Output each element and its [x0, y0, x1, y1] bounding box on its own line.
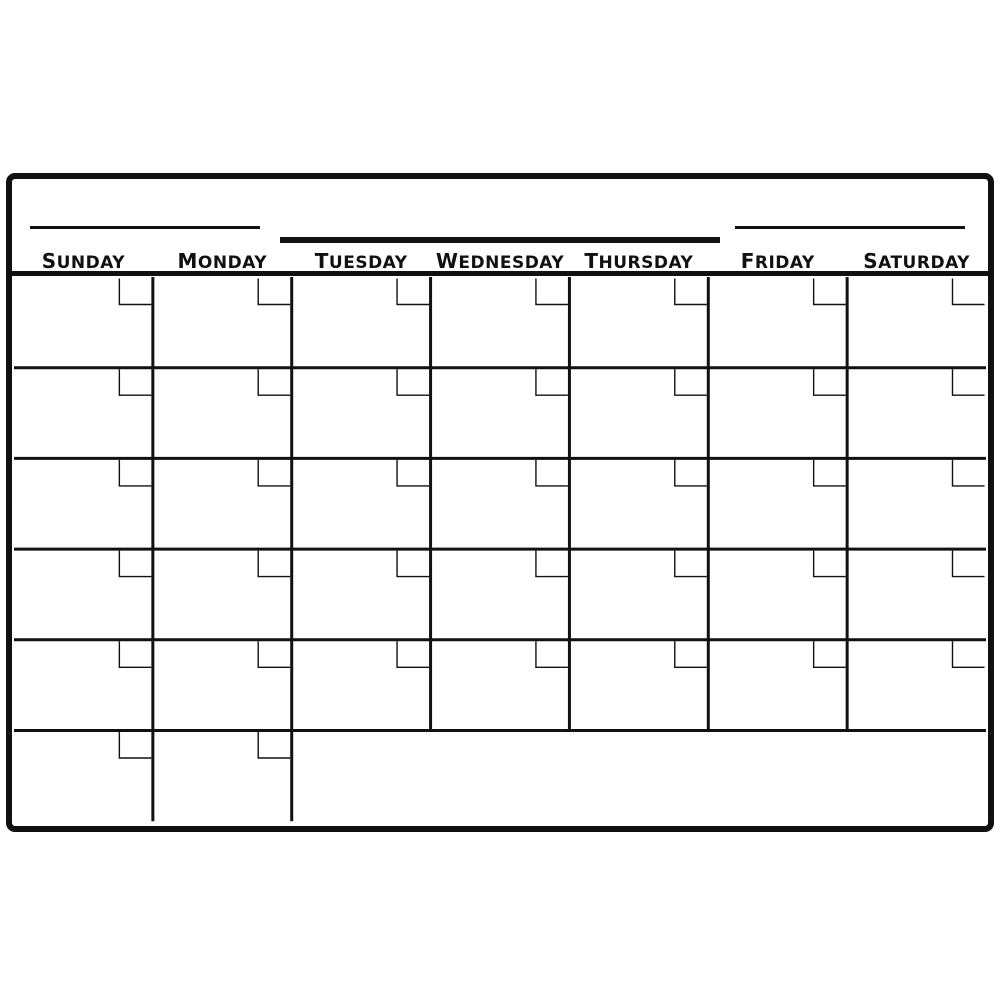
day-cell[interactable]: [433, 642, 568, 729]
day-cell[interactable]: [155, 733, 290, 820]
day-cell[interactable]: [571, 460, 706, 547]
day-cell[interactable]: [155, 642, 290, 729]
day-cell[interactable]: [294, 642, 429, 729]
day-cell[interactable]: [571, 279, 706, 366]
day-cell[interactable]: [294, 370, 429, 457]
day-cell[interactable]: [849, 279, 984, 366]
day-cell[interactable]: [155, 370, 290, 457]
day-cell[interactable]: [16, 370, 151, 457]
day-cell[interactable]: [155, 551, 290, 638]
day-cell[interactable]: [294, 279, 429, 366]
write-in-line-right: [735, 226, 965, 229]
day-cell[interactable]: [16, 551, 151, 638]
day-label-saturday: SATURDAY: [863, 249, 970, 273]
day-label-monday: MONDAY: [177, 249, 268, 273]
day-cell[interactable]: [710, 370, 845, 457]
day-cell[interactable]: [155, 279, 290, 366]
day-cell[interactable]: [849, 551, 984, 638]
day-cell[interactable]: [433, 551, 568, 638]
day-cell[interactable]: [710, 460, 845, 547]
day-cell[interactable]: [16, 279, 151, 366]
day-label-friday: FRIDAY: [740, 249, 815, 273]
day-cell[interactable]: [849, 642, 984, 729]
day-cell[interactable]: [433, 460, 568, 547]
day-cell[interactable]: [294, 460, 429, 547]
day-cell[interactable]: [155, 460, 290, 547]
day-cell[interactable]: [16, 733, 151, 820]
day-cell[interactable]: [571, 642, 706, 729]
day-label-thursday: THURSDAY: [584, 249, 694, 273]
day-cell[interactable]: [433, 279, 568, 366]
day-cell[interactable]: [16, 460, 151, 547]
notes-area[interactable]: [295, 734, 983, 819]
calendar-grid: [14, 277, 986, 821]
day-label-wednesday: WEDNESDAY: [435, 249, 565, 273]
day-cell[interactable]: [571, 370, 706, 457]
day-cell[interactable]: [710, 551, 845, 638]
day-label-tuesday: TUESDAY: [314, 249, 408, 273]
day-cell[interactable]: [710, 642, 845, 729]
month-title-line: [280, 237, 720, 243]
day-cell[interactable]: [849, 370, 984, 457]
day-cell[interactable]: [16, 642, 151, 729]
day-label-sunday: SUNDAY: [41, 249, 126, 273]
day-cell[interactable]: [710, 279, 845, 366]
day-cell[interactable]: [571, 551, 706, 638]
day-cell[interactable]: [849, 460, 984, 547]
day-cell[interactable]: [433, 370, 568, 457]
write-in-line-left: [30, 226, 260, 229]
day-cell[interactable]: [294, 551, 429, 638]
